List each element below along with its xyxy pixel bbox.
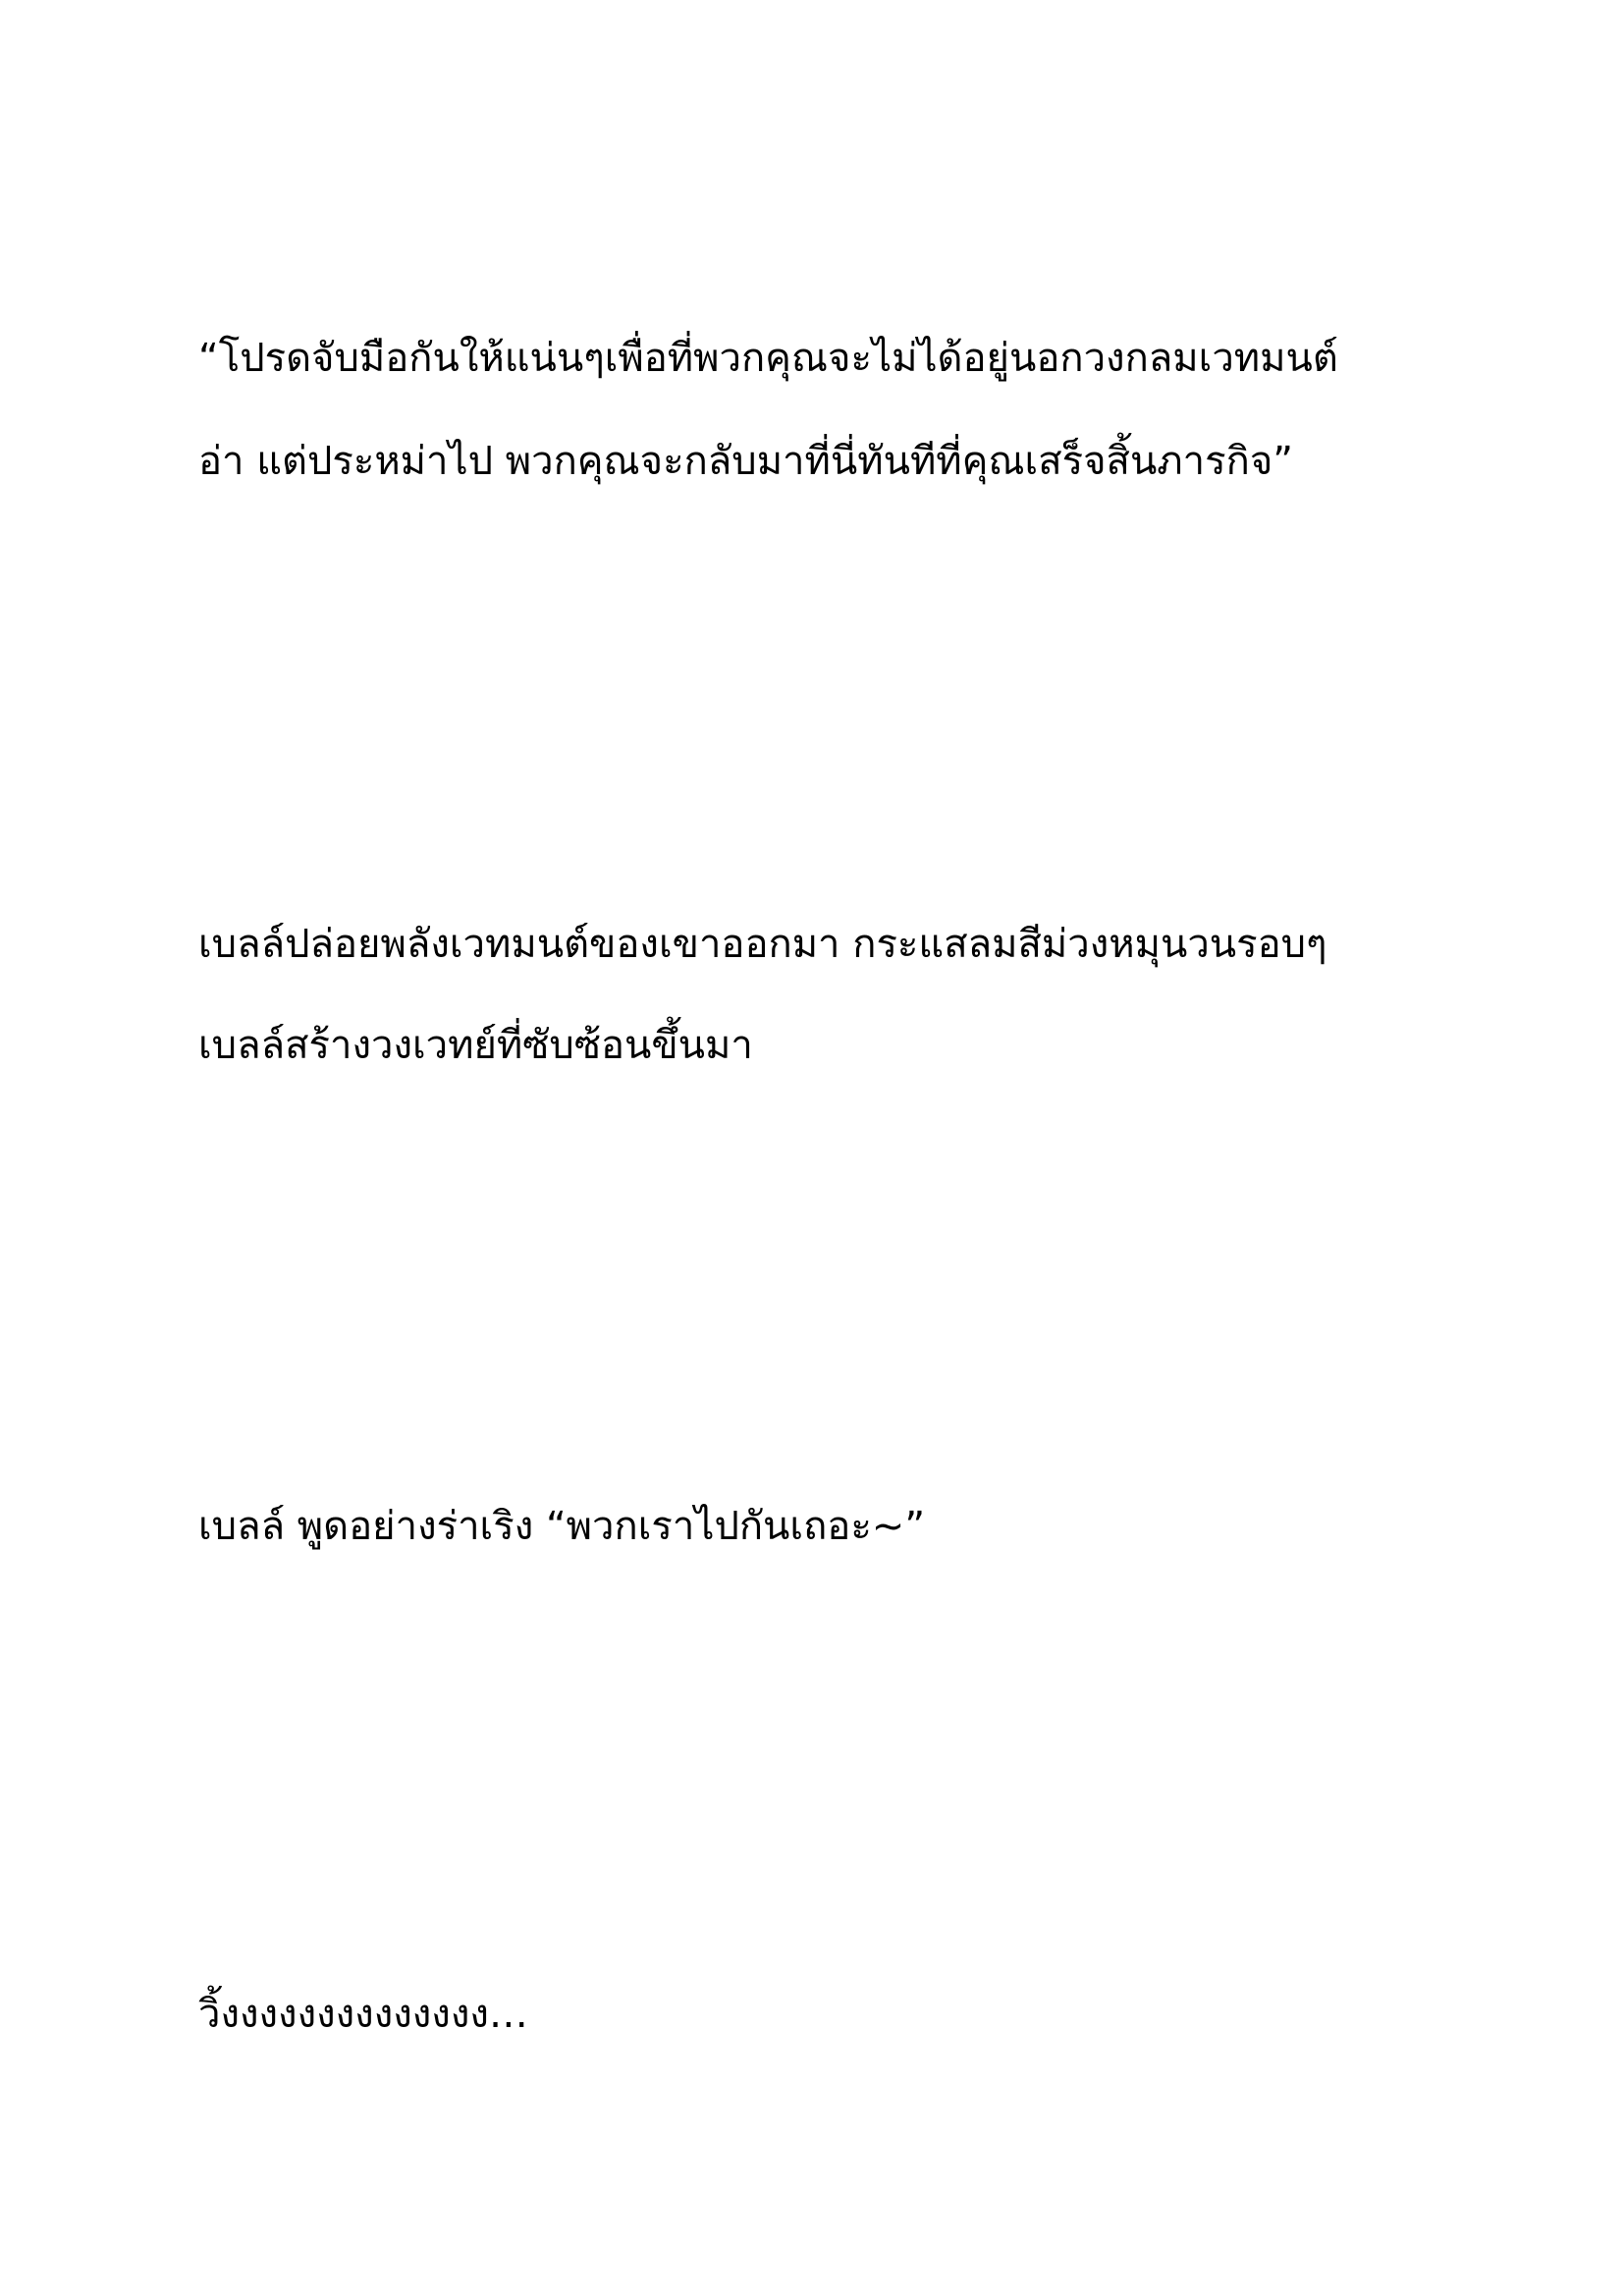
paragraph-2-line-2: เบลล์สร้างวงเวทย์ที่ซับซ้อนขึ้นมา xyxy=(198,1023,753,1068)
paragraph-4-line-1: วิ้งงงงงงงงงงงงงง… xyxy=(198,1992,528,2037)
paragraph-1-line-2: อ่า แต่ประหม่าไป พวกคุณจะกลับมาที่นี่ทันทีที่คุณเสร็จสิ้นภารกิจ” xyxy=(198,439,1293,484)
paragraph-1-line-1: “โปรดจับมือกันให้แน่นๆเพื่อที่พวกคุณจะไม่ได้อยู่นอกวงกลมเวทมนต์ xyxy=(198,336,1338,381)
paragraph-3-line-1: เบลล์ พูดอย่างร่าเริง “พวกเราไปกันเถอะ~” xyxy=(198,1504,926,1549)
paragraph-2-line-1: เบลล์ปล่อยพลังเวทมนต์ของเขาออกมา กระแสลมสีม่วงหมุนวนรอบๆ xyxy=(198,922,1327,967)
